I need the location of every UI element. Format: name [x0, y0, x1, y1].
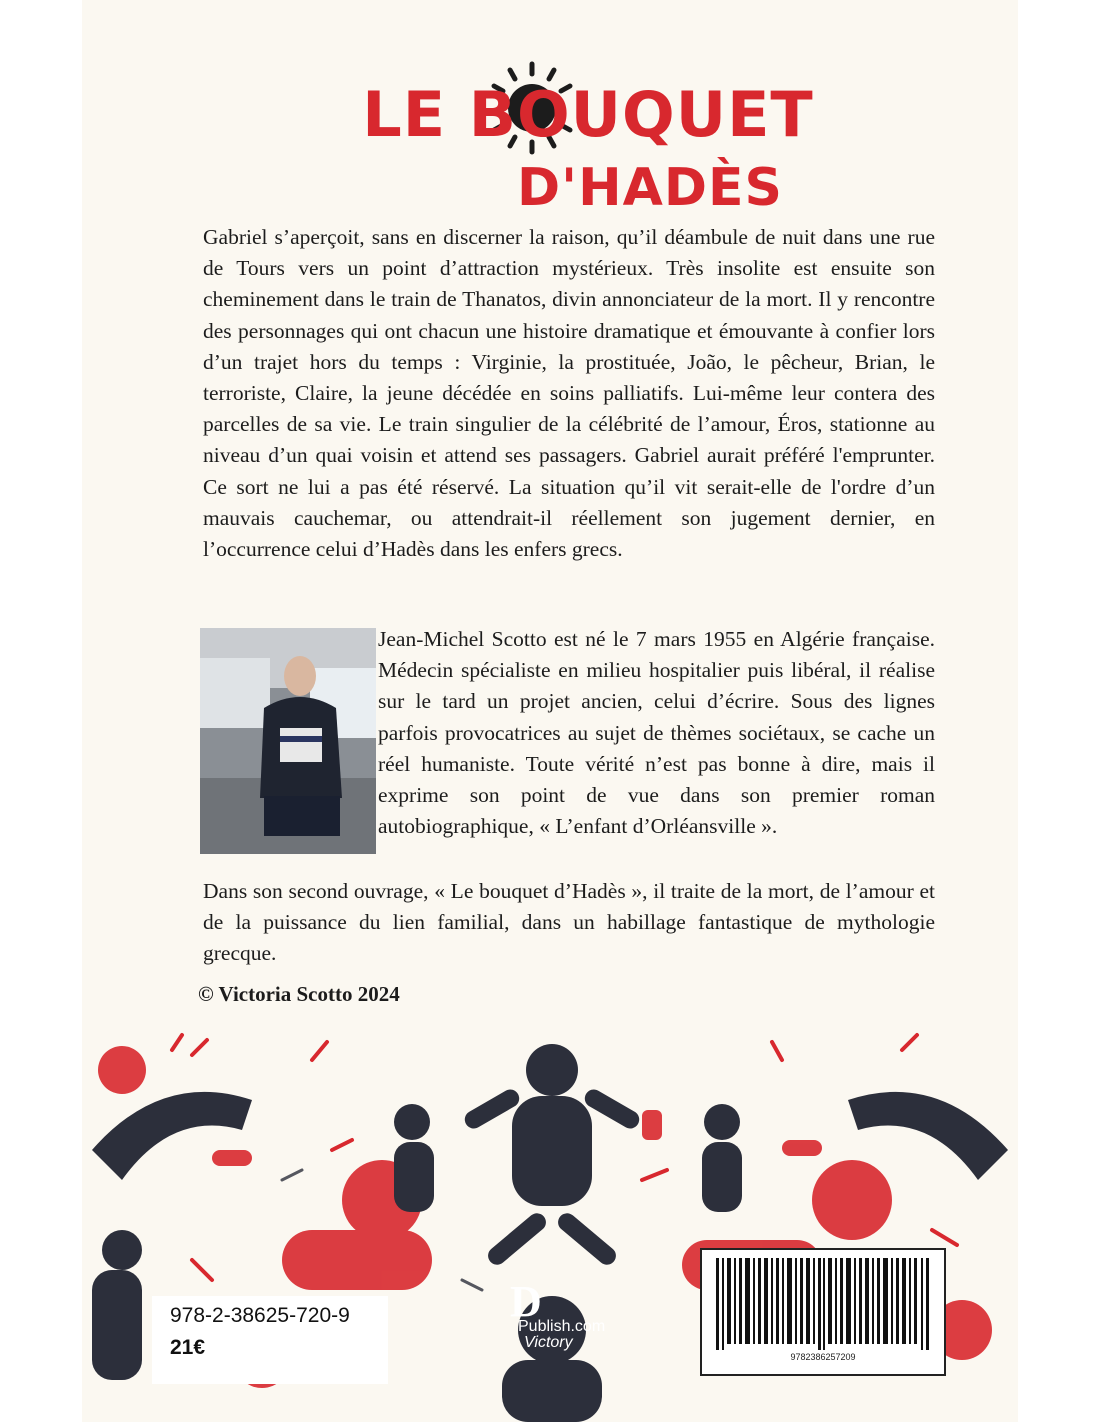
- barcode-number: 9782386257209: [790, 1352, 856, 1362]
- copyright: © Victoria Scotto 2024: [198, 982, 400, 1006]
- isbn: 978-2-38625-720-9: [170, 1304, 350, 1327]
- book-title-line-1: LE BOUQUET: [362, 78, 814, 151]
- price: 21€: [170, 1336, 206, 1359]
- barcode: [700, 1248, 946, 1376]
- publisher-subtitle: Victory: [524, 1334, 573, 1351]
- book-title-line-2: D'HADÈS: [517, 158, 783, 218]
- author-photo: [200, 628, 376, 854]
- publisher-logo: [506, 1277, 626, 1360]
- author-bio: Jean-Michel Scotto est né le 7 mars 1955 en Algérie française. Médecin spécialiste en milieu hospitalier puis libéral, il réalise sur le tard un projet ancien, celui d’écrire. Sous des lignes parfois provocatrices au sujet de thèmes sociétaux, se cache un réel humaniste. Toute vérité n’est pas bonne à dire, mais il exprime son point de vue dans son premier roman autobiographique, « L’enfant d’Orléansville ».: [378, 627, 935, 839]
- synopsis-text: Gabriel s’aperçoit, sans en discerner la raison, qu’il déambule de nuit dans une rue de Tours vers un point d’attraction mystérieux. Très insolite est ensuite son cheminement dans le train de Thanatos, divin annonciateur de la mort. Il y rencontre des personnages qui ont chacun une histoire dramatique et émouvante à confier lors d’un trajet hors du temps : Virginie, la prostituée, João, le pêcheur, Brian, le terroriste, Claire, la jeune décédée en soins palliatifs. Lui-même leur contera des parcelles de sa vie. Le train singulier de la célébrité de l’amour, Éros, stationne au niveau d’un quai voisin et attend ses passagers. Gabriel aurait préféré l'emprunter. Ce sort ne lui a pas été réservé. La situation qu’il vit serait-elle de l'ordre d’un mauvais cauchemar, ou attendrait-il réellement son jugement dernier, en l’occurrence celui d’Hadès dans les enfers grecs.: [203, 225, 935, 562]
- book-back-cover: [82, 0, 1018, 1422]
- isbn-price-box: [152, 1296, 388, 1384]
- author-bio-continued: Dans son second ouvrage, « Le bouquet d’Hadès », il traite de la mort, de l’amour et de la puissance du lien familial, dans un habillage fantastique de mythologie grecque.: [203, 879, 935, 966]
- publisher-name: Publish.com: [518, 1318, 606, 1335]
- publisher-mark: D: [510, 1277, 542, 1326]
- barcode-bars: [716, 1258, 930, 1350]
